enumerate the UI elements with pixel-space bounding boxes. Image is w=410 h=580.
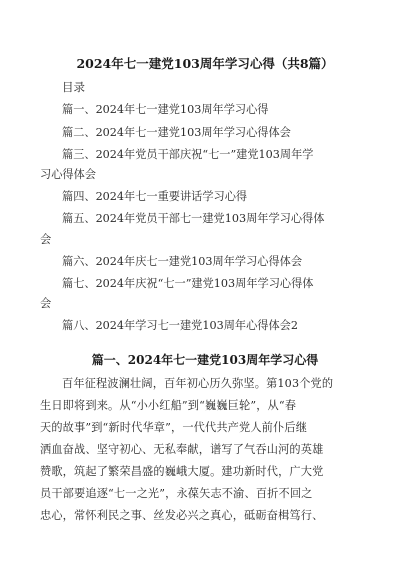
toc-item-text: 篇一、2024年七一建党103周年学习心得 (62, 103, 269, 116)
toc-item-5-continuation: 会 (40, 233, 52, 246)
toc-item-3 (62, 147, 362, 162)
document-title: 2024年七一建党103周年学习心得（共8篇） (76, 56, 334, 71)
toc-item-text: 篇二、2024年七一建党103周年学习心得体会 (62, 126, 291, 139)
toc-item-8 (62, 318, 362, 333)
paragraph-line: 百年征程波澜壮阔，百年初心历久弥坚。第103个党的 (62, 377, 334, 390)
toc-item-2 (62, 125, 362, 140)
paragraph-line: 洒血奋战、坚守初心、无私奉献，谱写了气吞山河的英雄 (40, 443, 324, 456)
toc-item-text: 篇八、2024年学习七一建党103周年心得体会2 (62, 319, 298, 332)
paragraph-line: 赞歌，筑起了繁荣昌盛的巍峨大厦。建功新时代，广大党 (40, 465, 324, 478)
toc-item-3-continuation: 习心得体会 (40, 168, 96, 181)
paragraph-line: 天的故事”到“新时代华章”，一代代共产党人前仆后继 (40, 421, 308, 434)
toc-heading: 目录 (62, 80, 85, 94)
toc-item-7-continuation: 会 (40, 297, 52, 310)
toc-item-text: 篇四、2024年七一重要讲话学习心得 (62, 190, 248, 203)
toc-item-1 (62, 102, 362, 117)
toc-item-text: 篇六、2024年庆七一建党103周年学习心得体会 (62, 255, 303, 268)
section-title: 篇一、2024年七一建党103周年学习心得 (91, 353, 319, 367)
toc-item-7 (62, 276, 362, 291)
toc-item-text: 篇三、2024年党员干部庆祝“七一”建党103周年学 (62, 148, 314, 161)
toc-item-text: 篇七、2024年庆祝“七一”建党103周年学习心得体 (62, 277, 314, 290)
toc-item-5 (62, 211, 362, 226)
toc-item-6 (62, 254, 362, 269)
paragraph-line: 生日即将到来。从“小小红船”到“巍巍巨轮”，从“春 (40, 399, 297, 412)
toc-item-text: 篇五、2024年党员干部七一建党103周年学习心得体 (62, 212, 325, 225)
toc-item-4 (62, 189, 362, 204)
paragraph-line: 员干部要追逐“七一之光”，永葆矢志不渝、百折不回之 (40, 487, 313, 500)
paragraph-line: 忠心，常怀利民之事、丝发必兴之真心，砥砺奋楫笃行、 (40, 509, 324, 522)
